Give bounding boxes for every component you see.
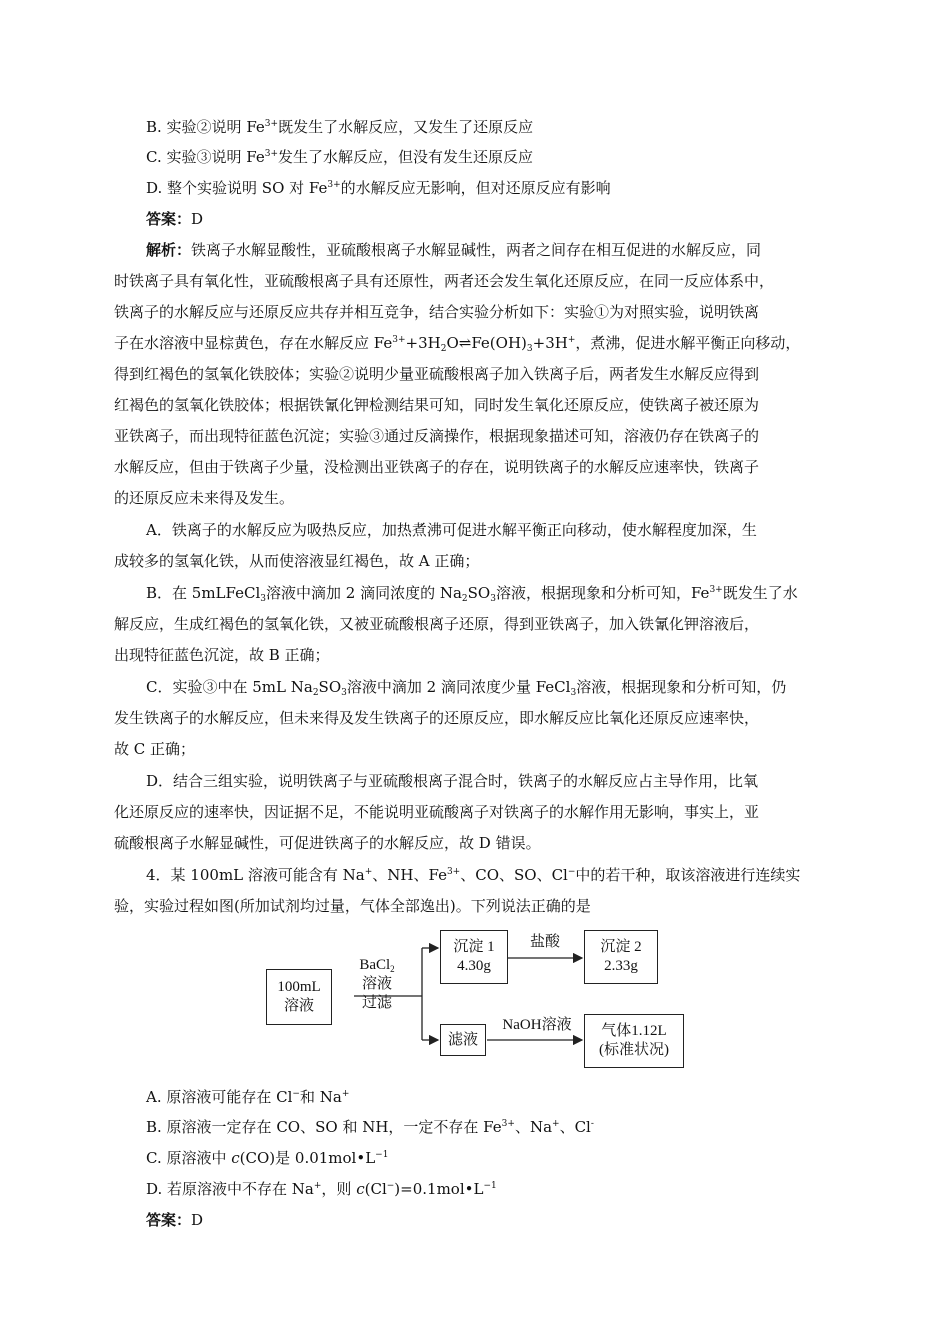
- bacl2-reagent-label: BaCl$_2$ 溶液 过滤: [359, 957, 395, 1011]
- para-c-line-3: 故 C 正确；: [114, 740, 196, 758]
- para-b-line-2: 解反应，生成红褐色的氢氧化铁，又被亚硫酸根离子还原，得到亚铁离子，加入铁氰化钾溶液后，: [114, 615, 760, 633]
- analysis-line-4: 子在水溶液中显棕黄色，存在水解反应 $Fe^{3+}+3H_2O\rightleftharpoons Fe(OH)_3+3H^+$，煮沸，促进水解平衡正向移动，: [114, 334, 801, 354]
- filtrate-box: 滤液: [440, 1024, 486, 1056]
- gas-result-box: 气体1.12L (标准状况): [584, 1014, 684, 1068]
- para-d-line-1: D．结合三组实验，说明铁离子与亚硫酸根离子混合时，铁离子的水解反应占主导作用，比氧: [146, 772, 759, 790]
- question-4-line-2: 验，实验过程如图(所加试剂均过量，气体全部逸出)。下列说法正确的是: [114, 897, 591, 915]
- start-solution-box: 100mL 溶液: [266, 969, 332, 1025]
- q4-option-c: C. 原溶液中 c(CO)是 $0.01mol•L^{-1}$: [146, 1149, 389, 1167]
- para-a-line-2: 成较多的氢氧化铁，从而使溶液显红褐色，故 A 正确；: [114, 552, 480, 570]
- para-c-line-1: C．实验③中在 5mL $Na_2SO_3$溶液中滴加 2 滴同浓度少量 FeCl$_3$溶液，根据现象和分析可知，仍: [146, 678, 787, 698]
- precipitate-2-box: 沉淀 2 2.33g: [584, 930, 658, 984]
- answer-1: 答案：D: [146, 210, 204, 228]
- q4-option-a: A. 原溶液可能存在 Cl−和 Na+: [146, 1088, 350, 1106]
- answer-2: 答案：D: [146, 1211, 204, 1229]
- option-c: C. 实验③说明 $Fe^{3+}$发生了水解反应，但没有发生还原反应: [146, 148, 534, 166]
- naoh-reagent-label: NaOH溶液: [502, 1017, 572, 1033]
- analysis-line-6: 红褐色的氢氧化铁胶体；根据铁氰化钾检测结果可知，同时发生氧化还原反应，使铁离子被还原为: [114, 396, 760, 414]
- hydrochloric-acid-label: 盐酸: [529, 934, 560, 950]
- para-b-line-3: 出现特征蓝色沉淀，故 B 正确；: [114, 646, 330, 664]
- para-a-line-1: A．铁离子的水解反应为吸热反应，加热煮沸可促进水解平衡正向移动，使水解程度加深，生: [146, 521, 757, 539]
- analysis-line-1: 解析：铁离子水解显酸性，亚硫酸根离子水解显碱性，两者之间存在相互促进的水解反应，同: [146, 241, 762, 259]
- q4-option-b: B. 原溶液一定存在 CO、SO 和 NH，一定不存在 $Fe^{3+}$、Na+、Cl-: [146, 1118, 594, 1136]
- option-b: B. 实验②说明 $Fe^{3+}$既发生了水解反应，又发生了还原反应: [146, 118, 534, 136]
- para-d-line-3: 硫酸根离子水解显碱性，可促进铁离子的水解反应，故 D 错误。: [114, 834, 541, 852]
- analysis-line-7: 亚铁离子，而出现特征蓝色沉淀；实验③通过反滴操作，根据现象描述可知，溶液仍存在铁离子的: [114, 427, 760, 445]
- analysis-line-5: 得到红褐色的氢氧化铁胶体；实验②说明少量亚硫酸根离子加入铁离子后，两者发生水解反应得到: [114, 365, 760, 383]
- q4-option-d: D. 若原溶液中不存在 Na+，则 $c(Cl^-)=0.1mol•L^{-1}$: [146, 1180, 497, 1198]
- para-d-line-2: 化还原反应的速率快，因证据不足，不能说明亚硫酸离子对铁离子的水解作用无影响，事实上，亚: [114, 803, 760, 821]
- para-b-line-1: B．在 5mLFeCl$_3$溶液中滴加 2 滴同浓度的 $Na_2SO_3$溶液，根据现象和分析可知，$Fe^{3+}$既发生了水: [146, 584, 798, 604]
- para-c-line-2: 发生铁离子的水解反应，但未来得及发生铁离子的还原反应，即水解反应比氧化还原反应速率快，: [114, 709, 760, 727]
- question-4-line-1: 4．某 100mL 溶液可能含有 Na+、NH、$Fe^{3+}$、CO、SO、Cl−中的若干种，取该溶液进行连续实: [146, 866, 801, 884]
- equilibrium-arrow: ⇌: [458, 334, 472, 352]
- analysis-line-2: 时铁离子具有氧化性，亚硫酸根离子具有还原性，两者还会发生氧化还原反应，在同一反应体系中，: [114, 272, 775, 290]
- analysis-line-9: 的还原反应未来得及发生。: [114, 489, 295, 507]
- analysis-line-8: 水解反应，但由于铁离子少量，没检测出亚铁离子的存在，说明铁离子的水解反应速率快，铁离子: [114, 458, 760, 476]
- option-d: D. 整个实验说明 SO 对 $Fe^{3+}$的水解反应无影响，但对还原反应有影响: [146, 179, 611, 197]
- precipitate-1-box: 沉淀 1 4.30g: [440, 930, 508, 984]
- analysis-line-3: 铁离子的水解反应与还原反应共存并相互竞争，结合实验分析如下：实验①为对照实验，说明铁离: [114, 303, 760, 321]
- experiment-flow-diagram: [262, 928, 692, 1073]
